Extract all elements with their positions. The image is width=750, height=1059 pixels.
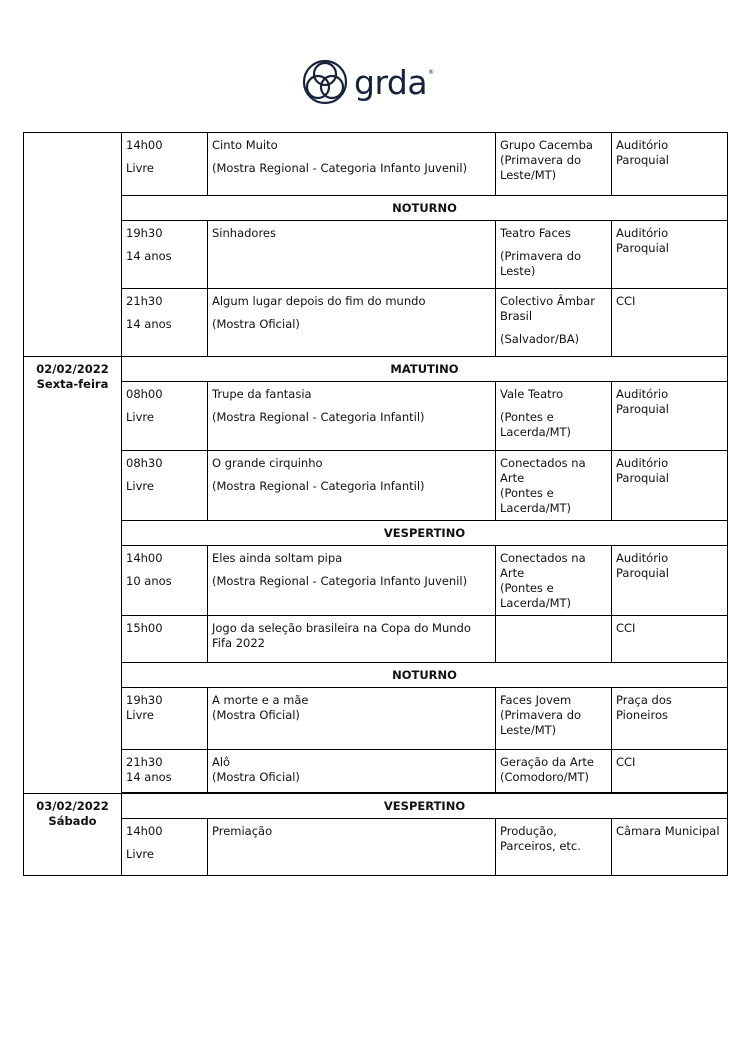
show-cell: Jogo da seleção brasileira na Copa do Mundo Fifa 2022	[208, 616, 496, 663]
group-cell: Colectivo Âmbar Brasil (Salvador/BA)	[496, 289, 612, 357]
venue-cell: Praça dos Pioneiros	[612, 688, 728, 750]
period-label: MATUTINO	[122, 357, 728, 382]
time-cell: 14h00 Livre	[122, 819, 208, 876]
date-cell	[24, 794, 122, 876]
show-cell: A morte e a mãe (Mostra Oficial)	[208, 688, 496, 750]
venue-cell: Auditório Paroquial	[612, 546, 728, 616]
show-cell: Sinhadores	[208, 221, 496, 289]
venue-cell: Auditório Paroquial	[612, 221, 728, 289]
table-row	[24, 819, 728, 876]
time-cell: 14h00 10 anos	[122, 546, 208, 616]
show-cell: Cinto Muito (Mostra Regional - Categoria Infanto Juvenil)	[208, 133, 496, 196]
period-row	[24, 663, 728, 688]
show-cell: Eles ainda soltam pipa (Mostra Regional - Categoria Infanto Juvenil)	[208, 546, 496, 616]
period-row	[24, 196, 728, 221]
period-label: VESPERTINO	[122, 794, 728, 819]
time-cell: 21h30 14 anos	[122, 750, 208, 793]
venue-cell: CCI	[612, 750, 728, 793]
date-cell	[24, 357, 122, 794]
time-cell: 14h00 Livre	[122, 133, 208, 196]
group-cell: Faces Jovem (Primavera do Leste/MT)	[496, 688, 612, 750]
group-cell	[496, 616, 612, 663]
logo-wordmark: grda	[354, 62, 428, 102]
venue-cell: Auditório Paroquial	[612, 133, 728, 196]
time-cell: 15h00	[122, 616, 208, 663]
date-cell	[24, 133, 122, 357]
date-label: 03/02/2022	[36, 799, 109, 813]
weekday-label: Sábado	[48, 814, 97, 828]
table-row	[24, 133, 728, 196]
show-cell: O grande cirquinho (Mostra Regional - Categoria Infantil)	[208, 451, 496, 521]
show-cell: Trupe da fantasia (Mostra Regional - Categoria Infantil)	[208, 382, 496, 451]
group-cell: Vale Teatro (Pontes e Lacerda/MT)	[496, 382, 612, 451]
grda-logo-icon	[302, 59, 348, 105]
show-cell: Algum lugar depois do fim do mundo (Mostra Oficial)	[208, 289, 496, 357]
period-label: NOTURNO	[122, 663, 728, 688]
table-row	[24, 382, 728, 451]
venue-cell: Câmara Municipal	[612, 819, 728, 876]
show-cell: Premiação	[208, 819, 496, 876]
time-cell: 19h30 14 anos	[122, 221, 208, 289]
table-row	[24, 289, 728, 357]
venue-cell: Auditório Paroquial	[612, 451, 728, 521]
weekday-label: Sexta-feira	[36, 377, 109, 391]
time-cell: 21h30 14 anos	[122, 289, 208, 357]
table-row	[24, 688, 728, 750]
time-cell: 08h30 Livre	[122, 451, 208, 521]
show-cell: Alô (Mostra Oficial)	[208, 750, 496, 793]
table-row	[24, 221, 728, 289]
period-label: VESPERTINO	[122, 521, 728, 546]
time-cell: 08h00 Livre	[122, 382, 208, 451]
schedule-table	[23, 132, 728, 876]
period-row	[24, 357, 728, 382]
group-cell: Produção, Parceiros, etc.	[496, 819, 612, 876]
period-label: NOTURNO	[122, 196, 728, 221]
table-row	[24, 451, 728, 521]
group-cell: Conectados na Arte (Pontes e Lacerda/MT)	[496, 546, 612, 616]
table-row	[24, 616, 728, 663]
time-cell: 19h30 Livre	[122, 688, 208, 750]
period-row	[24, 794, 728, 819]
venue-cell: Auditório Paroquial	[612, 382, 728, 451]
group-cell: Geração da Arte (Comodoro/MT)	[496, 750, 612, 793]
venue-cell: CCI	[612, 289, 728, 357]
table-row	[24, 546, 728, 616]
date-label: 02/02/2022	[36, 362, 109, 376]
table-row	[24, 750, 728, 793]
group-cell: Grupo Cacemba (Primavera do Leste/MT)	[496, 133, 612, 196]
period-row	[24, 521, 728, 546]
group-cell: Teatro Faces (Primavera do Leste)	[496, 221, 612, 289]
venue-cell: CCI	[612, 616, 728, 663]
group-cell: Conectados na Arte (Pontes e Lacerda/MT)	[496, 451, 612, 521]
grda-logo	[302, 59, 452, 105]
logo-registered-mark: ®	[428, 69, 435, 76]
